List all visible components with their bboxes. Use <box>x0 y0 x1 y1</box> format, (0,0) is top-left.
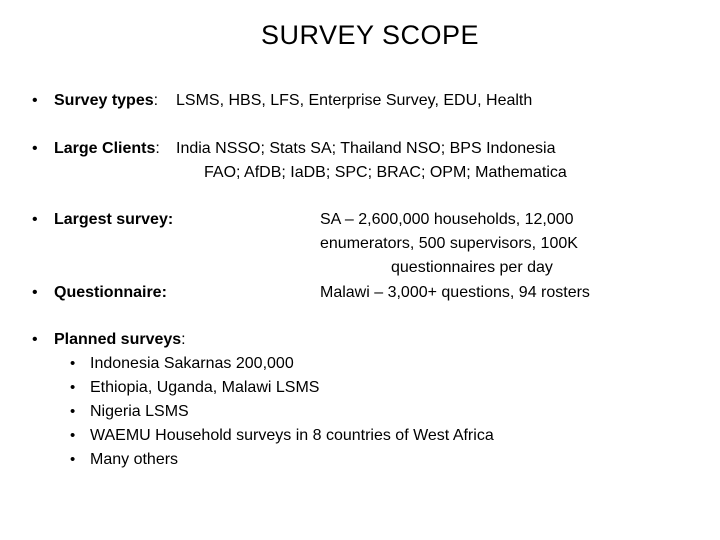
large-clients-line1: India NSSO; Stats SA; Thailand NSO; BPS Indonesia <box>176 140 556 157</box>
largest-survey-line2: enumerators, 500 supervisors, 100K <box>320 235 578 252</box>
bullet-icon: • <box>70 427 76 444</box>
bullet-icon: • <box>32 284 38 301</box>
list-item: Nigeria LSMS <box>90 403 189 420</box>
large-clients-label: Large Clients <box>54 140 156 157</box>
survey-types-colon: : <box>153 92 159 109</box>
survey-types-value: LSMS, HBS, LFS, Enterprise Survey, EDU, Health <box>176 92 533 109</box>
planned-surveys-label: Planned surveys <box>54 331 182 348</box>
bullet-icon: • <box>70 379 76 396</box>
bullet-icon: • <box>32 92 38 109</box>
largest-survey-label: Largest survey: <box>54 211 174 228</box>
planned-surveys-colon: : <box>181 331 186 348</box>
bullet-icon: • <box>32 211 38 228</box>
bullet-icon: • <box>70 355 76 372</box>
planned-surveys-row <box>54 328 186 352</box>
largest-survey-line3: questionnaires per day <box>391 259 553 276</box>
bullet-icon: • <box>70 451 76 468</box>
bullet-icon: • <box>32 331 38 348</box>
survey-types-label: Survey types <box>54 92 154 109</box>
large-clients-line2: FAO; AfDB; IaDB; SPC; BRAC; OPM; Mathematica <box>204 164 567 181</box>
list-item: Many others <box>90 451 179 468</box>
questionnaire-label: Questionnaire: <box>54 284 167 301</box>
bullet-icon: • <box>70 403 76 420</box>
list-item: WAEMU Household surveys in 8 countries of West Africa <box>90 427 494 444</box>
survey-types-row <box>54 89 158 113</box>
largest-survey-line1: SA – 2,600,000 households, 12,000 <box>320 211 574 228</box>
large-clients-colon: : <box>155 140 160 157</box>
slide-title: SURVEY SCOPE <box>260 20 480 50</box>
questionnaire-value: Malawi – 3,000+ questions, 94 rosters <box>320 284 590 301</box>
list-item: Indonesia Sakarnas 200,000 <box>90 355 294 372</box>
large-clients-row <box>54 137 160 161</box>
bullet-icon: • <box>32 140 38 157</box>
list-item: Ethiopia, Uganda, Malawi LSMS <box>90 379 320 396</box>
